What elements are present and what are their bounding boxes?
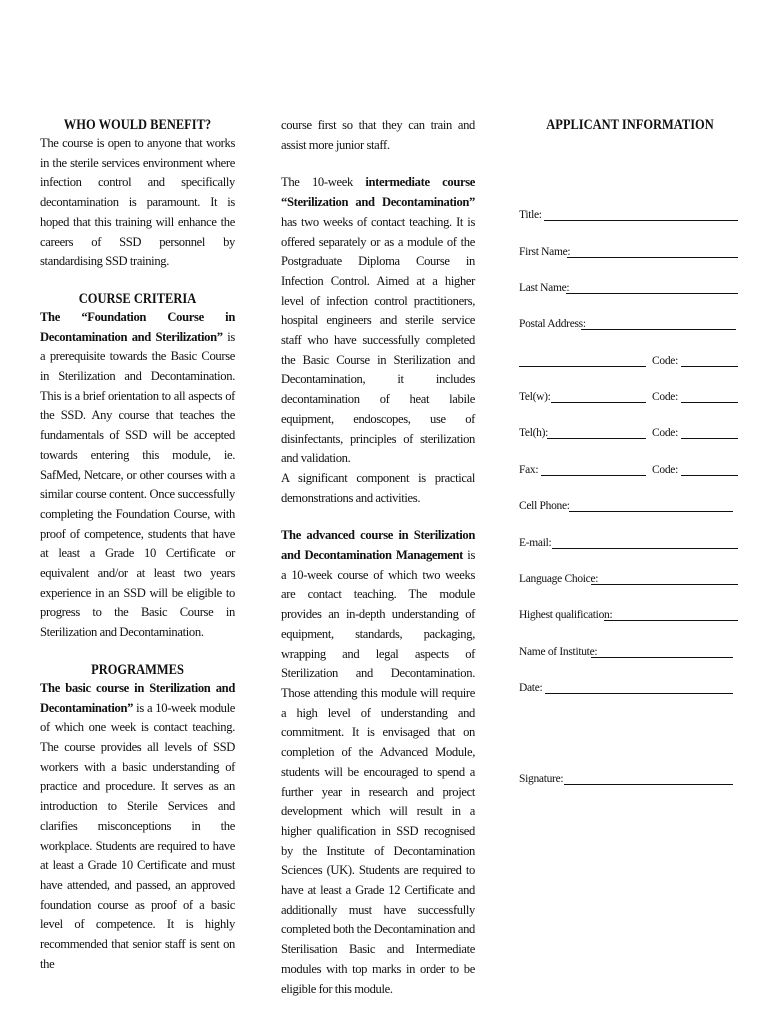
fax-code-line[interactable]	[681, 475, 738, 476]
highest-qualification-line[interactable]	[604, 620, 738, 621]
email-label: E-mail:	[519, 537, 552, 549]
title-line[interactable]	[544, 220, 738, 221]
intermediate-course-prefix: The 10-week	[281, 175, 366, 190]
institute-name-field[interactable]	[519, 645, 741, 661]
fax-label: Fax:	[519, 464, 539, 476]
postal-address-field[interactable]	[519, 317, 741, 333]
foundation-course-name: The “Foundation Course in Decontamination and Sterilization”	[40, 309, 235, 344]
programmes-body: is a 10-week module of which one week is contact teaching. The course provides all levels of SSD workers with a basic understanding of practice and procedure. It serves as an introduction to Sterile Services and clarifies misconceptions in the workplace. Students are required to have at least a Grade 10 Certificate and must have attended, and passed, an approved foundation course as proof of a basic level of competence. It is highly recommended that senior staff is sent on the	[40, 700, 235, 971]
postal-code-line[interactable]	[681, 366, 738, 367]
first-name-field[interactable]	[519, 245, 741, 261]
email-line[interactable]	[552, 548, 738, 549]
first-name-line[interactable]	[567, 257, 738, 258]
tel-home-code-label: Code:	[652, 427, 678, 439]
date-field[interactable]	[519, 681, 741, 697]
signature-field[interactable]	[519, 772, 741, 788]
advanced-course-body: is a 10-week course of which two weeks are contact teaching. The module provides an in-depth understanding of equipment, standards, packaging, wrapping and legal aspects of Sterilization and Decontamination. Those attending this module will require a high level of understanding and commitment. It is envisaged that on completion of the Advanced Module, students will be encouraged to spend a further year in research and project development which will result in a higher qualification in SSD recognised by the Institute of Decontamination Sciences (UK). Students are required to have at least a Grade 12 Certificate and additionally must have successfully completed both the Decontamination and Sterilisation Basic and Intermediate modules with top marks in order to be eligible for this module.	[281, 548, 475, 996]
tel-work-field[interactable]	[519, 390, 741, 406]
institute-name-line[interactable]	[591, 657, 733, 658]
tel-work-code-line[interactable]	[681, 402, 738, 403]
applicant-form	[519, 116, 741, 816]
institute-name-label: Name of Institute:	[519, 646, 598, 658]
signature-line[interactable]	[564, 784, 733, 785]
basic-course-name: The basic course in Sterilization and Decontamination”	[40, 680, 235, 715]
postal-code-field[interactable]	[519, 354, 741, 370]
email-field[interactable]	[519, 536, 741, 552]
language-choice-label: Language Choice:	[519, 573, 599, 585]
intermediate-course-practical: A significant component is practical demonstrations and activities.	[281, 470, 475, 505]
postal-code-label: Code:	[652, 355, 678, 367]
course-criteria-heading: COURSE CRITERIA	[78, 290, 197, 307]
postal-address-line[interactable]	[581, 329, 736, 330]
signature-label: Signature:	[519, 773, 564, 785]
postal-address-label: Postal Address:	[519, 318, 586, 330]
date-label: Date:	[519, 682, 543, 694]
title-label: Title:	[519, 209, 542, 221]
highest-qualification-field[interactable]	[519, 608, 741, 624]
language-choice-field[interactable]	[519, 572, 741, 588]
intermediate-course-text	[281, 173, 475, 469]
applicant-info-heading: APPLICANT INFORMATION	[546, 117, 714, 133]
last-name-label: Last Name:	[519, 282, 570, 294]
last-name-line[interactable]	[566, 293, 738, 294]
intermediate-course-body: has two weeks of contact teaching. It is offered separately or as a module of the Postgraduate Diploma Course in Infection Control. Aimed at a higher level of infection control practitioners, hospital engineers and sterile service staff who have successfully completed the Basic Course in Sterilization and Decontamination, it includes decontamination of heat labile equipment, endoscopes, use of disinfectants, principles of sterilization and validation.	[281, 214, 475, 466]
title-field[interactable]	[519, 208, 741, 224]
language-choice-line[interactable]	[591, 584, 738, 585]
tel-home-label: Tel(h):	[519, 427, 549, 439]
tel-work-line[interactable]	[551, 402, 646, 403]
programmes-text	[40, 679, 235, 975]
first-name-label: First Name:	[519, 246, 571, 258]
fax-line[interactable]	[541, 475, 646, 476]
highest-qualification-label: Highest qualification:	[519, 609, 613, 621]
tel-work-label: Tel(w):	[519, 391, 551, 403]
programmes-heading: PROGRAMMES	[91, 661, 184, 678]
tel-home-code-line[interactable]	[681, 438, 738, 439]
who-benefit-text: The course is open to anyone that works in the sterile services environment where infection control and specifically decontamination is paramount. It is hoped that this training will enhance the careers of SSD personnel by standardising SSD training.	[40, 136, 235, 269]
cell-phone-line[interactable]	[569, 511, 733, 512]
cell-phone-label: Cell Phone:	[519, 500, 570, 512]
cell-phone-field[interactable]	[519, 499, 741, 515]
programmes-continued-text: course first so that they can train and assist more junior staff.	[281, 118, 475, 152]
date-line[interactable]	[545, 693, 733, 694]
who-benefit-heading: WHO WOULD BENEFIT?	[63, 117, 212, 133]
tel-work-code-label: Code:	[652, 391, 678, 403]
course-criteria-text	[40, 308, 235, 643]
advanced-course-name: The advanced course in Sterilization and Decontamination Management	[281, 528, 475, 563]
postal-address-line-2[interactable]	[519, 366, 646, 367]
course-criteria-body: is a prerequisite towards the Basic Course in Sterilization and Decontamination. This is a brief orientation to all aspects of the SSD. Any course that teaches the fundamentals of SSD will be accepted towards entering this module, ie. SafMed, Netcare, or other courses with a similar course content. Once successfully completing the Foundation Course, with proof of competence, students that have at least a Grade 10 Certificate or equivalent and/or at least two years experience in an SSD will be eligible to progress to the Basic Course in Sterilization and Decontamination.	[40, 329, 235, 640]
advanced-course-text	[281, 526, 475, 999]
column-benefit-criteria	[40, 116, 235, 974]
fax-field[interactable]	[519, 463, 741, 479]
tel-home-line[interactable]	[547, 438, 646, 439]
column-programmes-continued	[281, 116, 475, 999]
intermediate-course-name: intermediate course “Sterilization and Decontamination”	[281, 175, 476, 210]
last-name-field[interactable]	[519, 281, 741, 297]
fax-code-label: Code:	[652, 464, 678, 476]
tel-home-field[interactable]	[519, 426, 741, 442]
